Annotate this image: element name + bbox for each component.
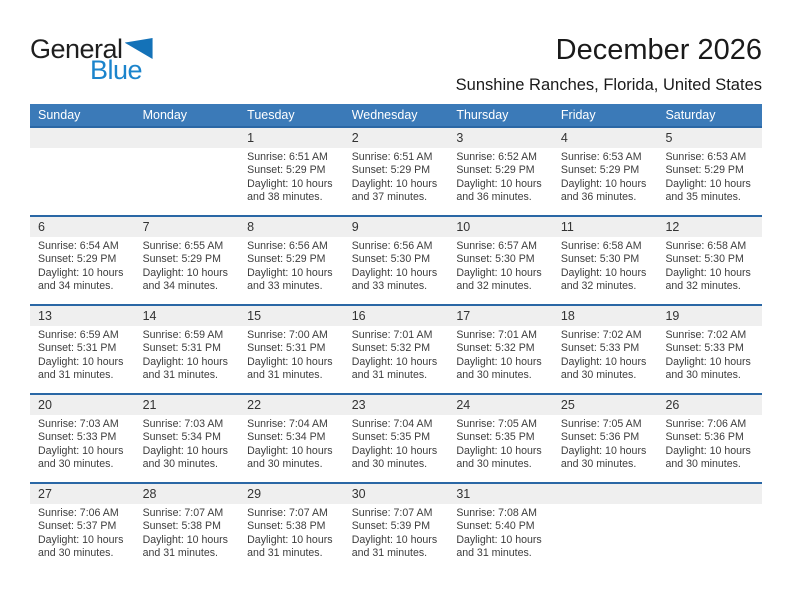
sunset-text: Sunset: 5:29 PM bbox=[560, 164, 640, 177]
day-details bbox=[553, 237, 658, 294]
day-number: 25 bbox=[553, 395, 658, 415]
day-details bbox=[30, 504, 135, 561]
sunrise-text: Sunrise: 7:01 AM bbox=[456, 329, 537, 341]
calendar-day-cell bbox=[657, 306, 762, 393]
sunrise-text: Sunrise: 7:03 AM bbox=[142, 418, 224, 430]
day-number: 11 bbox=[553, 217, 658, 237]
daylight-text: Daylight: 10 hours and 37 minutes. bbox=[351, 177, 438, 204]
calendar-day-cell bbox=[344, 395, 449, 482]
day-details bbox=[448, 148, 553, 205]
sunset-text: Sunset: 5:29 PM bbox=[247, 253, 326, 266]
day-details bbox=[135, 415, 240, 472]
daylight-text: Daylight: 10 hours and 32 minutes. bbox=[665, 266, 751, 293]
calendar-day-cell bbox=[657, 395, 762, 482]
sunrise-text: Sunrise: 6:51 AM bbox=[351, 151, 433, 163]
day-details bbox=[239, 326, 344, 383]
daylight-text: Daylight: 10 hours and 31 minutes. bbox=[247, 533, 333, 560]
sunset-text: Sunset: 5:35 PM bbox=[351, 431, 431, 444]
sunset-text: Sunset: 5:29 PM bbox=[351, 164, 431, 177]
daylight-text: Daylight: 10 hours and 33 minutes. bbox=[351, 266, 438, 293]
day-details bbox=[344, 326, 449, 383]
calendar-day-cell bbox=[239, 306, 344, 393]
calendar-day-cell bbox=[135, 484, 240, 571]
day-details bbox=[344, 148, 449, 205]
day-details bbox=[657, 148, 762, 205]
calendar-grid bbox=[30, 104, 762, 571]
day-number: 12 bbox=[657, 217, 762, 237]
sunset-text: Sunset: 5:29 PM bbox=[38, 253, 117, 266]
daylight-text: Daylight: 10 hours and 32 minutes. bbox=[456, 266, 542, 293]
day-details bbox=[657, 326, 762, 383]
calendar-day-cell bbox=[344, 484, 449, 571]
daylight-text: Daylight: 10 hours and 30 minutes. bbox=[456, 355, 542, 382]
day-number: 22 bbox=[239, 395, 344, 415]
daylight-text: Daylight: 10 hours and 30 minutes. bbox=[142, 444, 228, 471]
daylight-text: Daylight: 10 hours and 30 minutes. bbox=[38, 444, 124, 471]
sunrise-text: Sunrise: 7:06 AM bbox=[38, 507, 119, 519]
sunrise-text: Sunrise: 6:59 AM bbox=[142, 329, 224, 341]
sunset-text: Sunset: 5:38 PM bbox=[142, 520, 221, 533]
day-details bbox=[135, 504, 240, 561]
sunset-text: Sunset: 5:29 PM bbox=[665, 164, 744, 177]
sunrise-text: Sunrise: 6:53 AM bbox=[560, 151, 642, 163]
general-blue-logo bbox=[30, 36, 153, 84]
calendar-day-cell bbox=[553, 395, 658, 482]
day-number: 2 bbox=[344, 128, 449, 148]
sunset-text: Sunset: 5:33 PM bbox=[665, 342, 744, 355]
daylight-text: Daylight: 10 hours and 36 minutes. bbox=[560, 177, 647, 204]
day-details bbox=[657, 415, 762, 472]
sunset-text: Sunset: 5:32 PM bbox=[351, 342, 431, 355]
daylight-text: Daylight: 10 hours and 32 minutes. bbox=[560, 266, 647, 293]
weekday-header: Tuesday bbox=[247, 108, 295, 122]
sunrise-text: Sunrise: 6:51 AM bbox=[247, 151, 328, 163]
calendar-day-cell bbox=[344, 128, 449, 215]
calendar-day-cell bbox=[448, 217, 553, 304]
calendar-day-cell bbox=[657, 217, 762, 304]
daylight-text: Daylight: 10 hours and 30 minutes. bbox=[560, 444, 647, 471]
sunrise-text: Sunrise: 7:06 AM bbox=[665, 418, 747, 430]
day-number: 16 bbox=[344, 306, 449, 326]
day-number bbox=[30, 128, 135, 148]
calendar-day-cell bbox=[553, 128, 658, 215]
weekday-header: Thursday bbox=[456, 108, 509, 122]
daylight-text: Daylight: 10 hours and 33 minutes. bbox=[247, 266, 333, 293]
daylight-text: Daylight: 10 hours and 31 minutes. bbox=[38, 355, 124, 382]
sunrise-text: Sunrise: 7:02 AM bbox=[665, 329, 747, 341]
daylight-text: Daylight: 10 hours and 31 minutes. bbox=[247, 355, 333, 382]
sunset-text: Sunset: 5:32 PM bbox=[456, 342, 535, 355]
sunrise-text: Sunrise: 7:07 AM bbox=[351, 507, 433, 519]
day-number: 10 bbox=[448, 217, 553, 237]
day-number: 21 bbox=[135, 395, 240, 415]
day-number bbox=[553, 484, 658, 504]
day-number: 20 bbox=[30, 395, 135, 415]
calendar-day-cell bbox=[30, 395, 135, 482]
weekday-header: Monday bbox=[142, 108, 188, 122]
calendar-day-cell bbox=[657, 128, 762, 215]
calendar-day-cell bbox=[553, 217, 658, 304]
sunrise-text: Sunrise: 6:58 AM bbox=[665, 240, 747, 252]
sunset-text: Sunset: 5:29 PM bbox=[456, 164, 535, 177]
day-number: 18 bbox=[553, 306, 658, 326]
sunrise-text: Sunrise: 6:57 AM bbox=[456, 240, 537, 252]
calendar-weeks bbox=[30, 126, 762, 571]
calendar-day-cell bbox=[135, 306, 240, 393]
sunrise-text: Sunrise: 6:56 AM bbox=[247, 240, 328, 252]
daylight-text: Daylight: 10 hours and 31 minutes. bbox=[142, 533, 228, 560]
day-number: 1 bbox=[239, 128, 344, 148]
sunrise-text: Sunrise: 7:01 AM bbox=[351, 329, 433, 341]
day-number: 29 bbox=[239, 484, 344, 504]
day-number: 27 bbox=[30, 484, 135, 504]
sunrise-text: Sunrise: 6:59 AM bbox=[38, 329, 119, 341]
sunrise-text: Sunrise: 6:52 AM bbox=[456, 151, 537, 163]
day-details bbox=[239, 237, 344, 294]
calendar-week-row bbox=[30, 215, 762, 304]
day-details bbox=[344, 415, 449, 472]
sunset-text: Sunset: 5:29 PM bbox=[142, 253, 221, 266]
sunrise-text: Sunrise: 6:56 AM bbox=[351, 240, 433, 252]
day-number: 30 bbox=[344, 484, 449, 504]
sunset-text: Sunset: 5:38 PM bbox=[247, 520, 326, 533]
page-title: December 2026 bbox=[555, 34, 762, 66]
sunset-text: Sunset: 5:31 PM bbox=[38, 342, 117, 355]
day-number: 3 bbox=[448, 128, 553, 148]
day-details bbox=[553, 326, 658, 383]
day-number: 4 bbox=[553, 128, 658, 148]
day-details bbox=[239, 504, 344, 561]
daylight-text: Daylight: 10 hours and 30 minutes. bbox=[665, 355, 751, 382]
sunrise-text: Sunrise: 7:04 AM bbox=[351, 418, 433, 430]
day-details bbox=[553, 148, 658, 205]
calendar-day-cell bbox=[239, 395, 344, 482]
daylight-text: Daylight: 10 hours and 30 minutes. bbox=[351, 444, 438, 471]
weekday-header: Wednesday bbox=[351, 108, 418, 122]
sunset-text: Sunset: 5:31 PM bbox=[142, 342, 221, 355]
day-details bbox=[448, 504, 553, 561]
calendar-day-cell bbox=[553, 306, 658, 393]
daylight-text: Daylight: 10 hours and 36 minutes. bbox=[456, 177, 542, 204]
calendar-day-cell bbox=[344, 306, 449, 393]
sunset-text: Sunset: 5:40 PM bbox=[456, 520, 535, 533]
calendar-day-cell bbox=[239, 217, 344, 304]
sunrise-text: Sunrise: 7:04 AM bbox=[247, 418, 328, 430]
daylight-text: Daylight: 10 hours and 31 minutes. bbox=[142, 355, 228, 382]
day-details bbox=[448, 326, 553, 383]
day-details bbox=[448, 415, 553, 472]
sunrise-text: Sunrise: 6:54 AM bbox=[38, 240, 119, 252]
calendar-day-cell bbox=[448, 395, 553, 482]
daylight-text: Daylight: 10 hours and 30 minutes. bbox=[38, 533, 124, 560]
day-number: 8 bbox=[239, 217, 344, 237]
calendar-day-cell bbox=[448, 306, 553, 393]
weekday-header-row bbox=[30, 104, 762, 126]
calendar-empty-cell bbox=[657, 484, 762, 571]
daylight-text: Daylight: 10 hours and 30 minutes. bbox=[456, 444, 542, 471]
day-details bbox=[344, 237, 449, 294]
sunrise-text: Sunrise: 7:02 AM bbox=[560, 329, 642, 341]
calendar-empty-cell bbox=[135, 128, 240, 215]
sunset-text: Sunset: 5:30 PM bbox=[351, 253, 431, 266]
sunset-text: Sunset: 5:35 PM bbox=[456, 431, 535, 444]
day-number bbox=[657, 484, 762, 504]
day-details bbox=[239, 415, 344, 472]
day-details bbox=[135, 326, 240, 383]
sunset-text: Sunset: 5:30 PM bbox=[456, 253, 535, 266]
weekday-header: Saturday bbox=[665, 108, 716, 122]
daylight-text: Daylight: 10 hours and 31 minutes. bbox=[456, 533, 542, 560]
sunset-text: Sunset: 5:36 PM bbox=[665, 431, 744, 444]
page-subtitle: Sunshine Ranches, Florida, United States bbox=[455, 76, 762, 94]
day-number: 13 bbox=[30, 306, 135, 326]
day-number: 5 bbox=[657, 128, 762, 148]
calendar-empty-cell bbox=[30, 128, 135, 215]
sunrise-text: Sunrise: 7:00 AM bbox=[247, 329, 328, 341]
sunrise-text: Sunrise: 6:55 AM bbox=[142, 240, 224, 252]
daylight-text: Daylight: 10 hours and 30 minutes. bbox=[247, 444, 333, 471]
day-number: 23 bbox=[344, 395, 449, 415]
calendar-day-cell bbox=[30, 217, 135, 304]
day-number bbox=[135, 128, 240, 148]
logo-text-general: General bbox=[30, 34, 123, 64]
sunrise-text: Sunrise: 7:07 AM bbox=[247, 507, 328, 519]
day-number: 28 bbox=[135, 484, 240, 504]
sunset-text: Sunset: 5:37 PM bbox=[38, 520, 117, 533]
day-details bbox=[553, 415, 658, 472]
calendar-day-cell bbox=[239, 128, 344, 215]
sunset-text: Sunset: 5:30 PM bbox=[665, 253, 744, 266]
calendar-week-row bbox=[30, 393, 762, 482]
sunset-text: Sunset: 5:39 PM bbox=[351, 520, 431, 533]
day-details bbox=[657, 237, 762, 294]
daylight-text: Daylight: 10 hours and 31 minutes. bbox=[351, 533, 438, 560]
sunrise-text: Sunrise: 7:05 AM bbox=[560, 418, 642, 430]
calendar-day-cell bbox=[135, 217, 240, 304]
sunset-text: Sunset: 5:31 PM bbox=[247, 342, 326, 355]
weekday-header: Sunday bbox=[38, 108, 81, 122]
day-details bbox=[239, 148, 344, 205]
sunset-text: Sunset: 5:33 PM bbox=[560, 342, 640, 355]
day-number: 26 bbox=[657, 395, 762, 415]
weekday-header: Friday bbox=[560, 108, 596, 122]
day-details bbox=[135, 237, 240, 294]
calendar-day-cell bbox=[135, 395, 240, 482]
calendar-empty-cell bbox=[553, 484, 658, 571]
sunrise-text: Sunrise: 7:05 AM bbox=[456, 418, 537, 430]
day-number: 17 bbox=[448, 306, 553, 326]
day-number: 6 bbox=[30, 217, 135, 237]
day-number: 24 bbox=[448, 395, 553, 415]
logo-text-blue: Blue bbox=[90, 55, 143, 85]
calendar-week-row bbox=[30, 304, 762, 393]
daylight-text: Daylight: 10 hours and 38 minutes. bbox=[247, 177, 333, 204]
sunset-text: Sunset: 5:34 PM bbox=[247, 431, 326, 444]
daylight-text: Daylight: 10 hours and 31 minutes. bbox=[351, 355, 438, 382]
calendar-day-cell bbox=[30, 306, 135, 393]
daylight-text: Daylight: 10 hours and 30 minutes. bbox=[665, 444, 751, 471]
calendar-week-row bbox=[30, 126, 762, 215]
daylight-text: Daylight: 10 hours and 30 minutes. bbox=[560, 355, 647, 382]
sunset-text: Sunset: 5:36 PM bbox=[560, 431, 640, 444]
sunrise-text: Sunrise: 7:03 AM bbox=[38, 418, 119, 430]
day-details bbox=[448, 237, 553, 294]
day-details bbox=[30, 237, 135, 294]
sunrise-text: Sunrise: 6:53 AM bbox=[665, 151, 747, 163]
sunrise-text: Sunrise: 6:58 AM bbox=[560, 240, 642, 252]
sunset-text: Sunset: 5:30 PM bbox=[560, 253, 640, 266]
sunset-text: Sunset: 5:29 PM bbox=[247, 164, 326, 177]
daylight-text: Daylight: 10 hours and 34 minutes. bbox=[38, 266, 124, 293]
daylight-text: Daylight: 10 hours and 35 minutes. bbox=[665, 177, 751, 204]
calendar-day-cell bbox=[30, 484, 135, 571]
day-details bbox=[344, 504, 449, 561]
day-number: 14 bbox=[135, 306, 240, 326]
calendar-day-cell bbox=[448, 484, 553, 571]
sunset-text: Sunset: 5:34 PM bbox=[142, 431, 221, 444]
daylight-text: Daylight: 10 hours and 34 minutes. bbox=[142, 266, 228, 293]
calendar-day-cell bbox=[239, 484, 344, 571]
day-number: 19 bbox=[657, 306, 762, 326]
day-details bbox=[30, 415, 135, 472]
calendar-week-row bbox=[30, 482, 762, 571]
calendar-day-cell bbox=[344, 217, 449, 304]
day-number: 7 bbox=[135, 217, 240, 237]
day-number: 31 bbox=[448, 484, 553, 504]
sunrise-text: Sunrise: 7:07 AM bbox=[142, 507, 224, 519]
day-details bbox=[30, 326, 135, 383]
day-number: 9 bbox=[344, 217, 449, 237]
sunset-text: Sunset: 5:33 PM bbox=[38, 431, 117, 444]
calendar-day-cell bbox=[448, 128, 553, 215]
day-number: 15 bbox=[239, 306, 344, 326]
sunrise-text: Sunrise: 7:08 AM bbox=[456, 507, 537, 519]
